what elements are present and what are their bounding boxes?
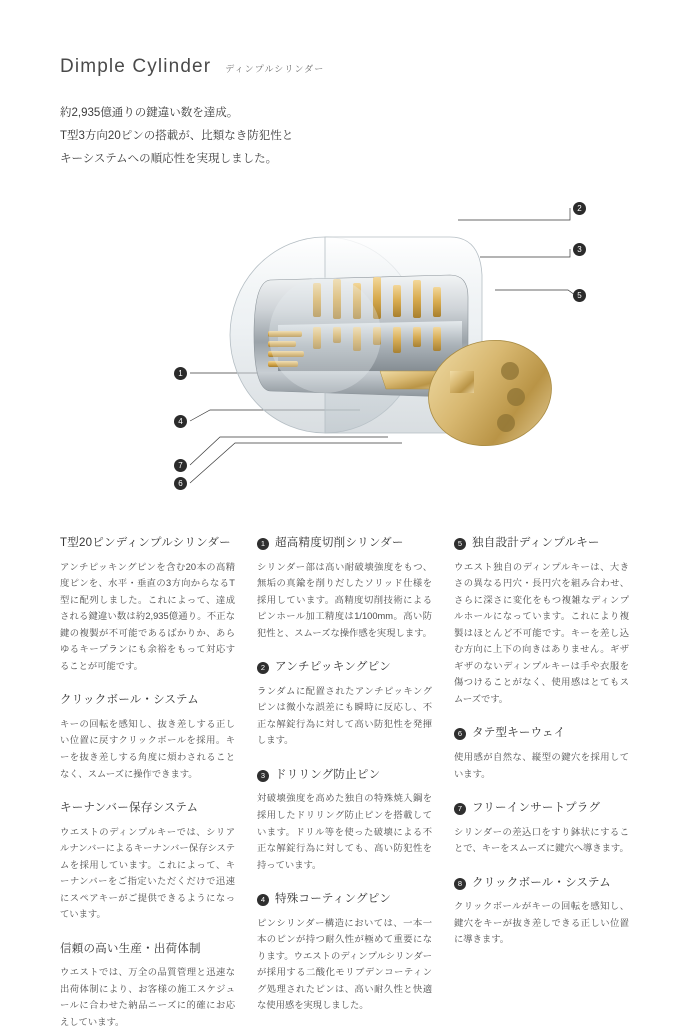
- feature-number-badge: 7: [454, 803, 466, 815]
- feature-heading: [60, 536, 235, 552]
- feature-title: タテ型キーウェイ: [472, 727, 566, 740]
- feature-heading: [257, 536, 432, 552]
- feature-number-badge: 6: [454, 728, 466, 740]
- feature-body: シリンダーの差込口をすり鉢状にすることで、キーをスムーズに鍵穴へ導きます。: [454, 826, 629, 854]
- callout-marker-1: 1: [174, 367, 187, 380]
- feature-title: ドリリング防止ピン: [275, 768, 381, 781]
- feature-column-3: [454, 536, 629, 1031]
- feature-block: [257, 892, 432, 1014]
- feature-number-badge: 2: [257, 662, 269, 674]
- feature-block: [60, 536, 235, 674]
- feature-heading: [257, 892, 432, 908]
- feature-title: 独自設計ディンプルキー: [472, 537, 600, 549]
- feature-block: [257, 660, 432, 749]
- feature-body: シリンダー部は高い耐破壊強度をもつ、無垢の真鍮を削りだしたソリッド仕様を採用しています。高精度切削技術によるピンホール加工精度は1/100mm。高い防犯性と、スムーズな操作感を実現します。: [257, 561, 432, 638]
- feature-column-1: [60, 536, 235, 1031]
- feature-heading: [257, 768, 432, 784]
- feature-heading: [454, 536, 629, 552]
- feature-body: クリックボールがキーの回転を感知し、鍵穴をキーが抜き差しできる正しい位置に導きます。: [454, 901, 629, 945]
- feature-number-badge: 1: [257, 538, 269, 550]
- page-subtitle: ディンプルシリンダー: [225, 64, 325, 74]
- callout-marker-6: 6: [174, 477, 187, 490]
- feature-heading: [60, 801, 235, 817]
- feature-title: フリーインサートプラグ: [472, 802, 601, 815]
- feature-title: T型20ピンディンプルシリンダー: [60, 537, 231, 549]
- feature-block: [60, 942, 235, 1031]
- feature-title: 超高精度切削シリンダー: [275, 537, 404, 549]
- feature-body: 使用感が自然な、縦型の鍵穴を採用しています。: [454, 751, 629, 779]
- feature-title: クリックボール・システム: [60, 694, 199, 707]
- lead-line-1: 約2,935億通りの鍵違い数を達成。: [60, 107, 239, 119]
- feature-body: 対破壊強度を高めた独自の特殊焼入鋼を採用したドリリング防止ピンを搭載しています。ドリル等を使った破壊による不正な解錠行為に対しても、高い防犯性を持っています。: [257, 793, 432, 870]
- feature-block: [60, 693, 235, 782]
- callout-marker-7: 7: [174, 459, 187, 472]
- lead-line-2: T型3方向20ピンの搭載が、比類なき防犯性と: [60, 130, 294, 142]
- feature-block: [257, 536, 432, 641]
- feature-heading: [454, 726, 629, 742]
- callout-marker-5: 5: [573, 289, 586, 302]
- feature-body: ウエストでは、万全の品質管理と迅速な出荷体制により、お客様の施工スケジュールに合わせた納品ニーズに的確にお応えしています。: [60, 967, 235, 1027]
- feature-number-badge: 3: [257, 770, 269, 782]
- lead-paragraph: [60, 102, 620, 171]
- feature-title: 特殊コーティングピン: [275, 893, 392, 906]
- feature-block: [454, 876, 629, 948]
- feature-body: ランダムに配置されたアンチピッキングピンは微小な誤差にも瞬時に反応し、不正な解錠行為に対して高い防犯性を発揮します。: [257, 685, 432, 746]
- feature-body: ウエストのディンプルキーでは、シリアルナンバーによるキーナンバー保存システムを採用しています。これによって、キーナンバーをご指定いただくだけで迅速にスペアキーがご提供できるようになっています。: [60, 826, 235, 920]
- page-title: Dimple Cylinder: [60, 56, 212, 77]
- feature-columns: [60, 536, 630, 1031]
- callout-marker-2: 2: [573, 202, 586, 215]
- feature-title: 信頼の高い生産・出荷体制: [60, 942, 201, 955]
- cylinder-diagram-svg: [150, 175, 620, 515]
- feature-title: キーナンバー保存システム: [60, 802, 199, 815]
- feature-heading: [60, 942, 235, 958]
- title-row: [60, 56, 620, 78]
- callout-marker-4: 4: [174, 415, 187, 428]
- feature-body: ピンシリンダー構造においては、一本一本のピンが持つ耐久性が極めて重要になります。ウエストのディンプルシリンダーが採用する二酸化モリブデンコーティング処理されたピンは、高い耐久性と快適な使用感を実現しました。: [257, 917, 432, 1011]
- feature-block: [60, 801, 235, 923]
- page-header: [60, 56, 620, 171]
- feature-body: ウエスト独自のディンプルキーは、大きさの異なる円穴・長円穴を組み合わせ、さらに深さに変化をもつ複雑なディンプルホールになっています。これにより複製はほとんど不可能です。キーを差し込む方向に上下の向きはありません。ギザギザのないディンプルキーは手や衣服を傷つけることがなく、使用感はとてもスムーズです。: [454, 561, 629, 704]
- feature-column-2: [257, 536, 432, 1031]
- feature-title: クリックボール・システム: [472, 876, 611, 889]
- feature-block: [257, 768, 432, 873]
- feature-heading: [60, 693, 235, 709]
- feature-heading: [454, 876, 629, 892]
- lead-line-3: キーシステムへの順応性を実現しました。: [60, 153, 278, 165]
- feature-block: [454, 726, 629, 782]
- feature-body: アンチピッキングピンを含む20本の高精度ピンを、水平・垂直の3方向からなるT型に配列しました。これによって、達成される鍵違い数は約2,935億通り。不正な鍵の複製が不可能であるばかりか、あらゆるキープランにも余裕をもって対応することが可能です。: [60, 561, 235, 671]
- callout-marker-3: 3: [573, 243, 586, 256]
- feature-number-badge: 4: [257, 894, 269, 906]
- feature-title: アンチピッキングピン: [275, 661, 392, 674]
- feature-heading: [454, 801, 629, 817]
- feature-block: [454, 536, 629, 707]
- cylinder-illustration: [150, 175, 620, 515]
- feature-number-badge: 5: [454, 538, 466, 550]
- feature-block: [454, 801, 629, 857]
- feature-heading: [257, 660, 432, 676]
- feature-number-badge: 8: [454, 878, 466, 890]
- feature-body: キーの回転を感知し、抜き差しする正しい位置に戻すクリックボールを採用。キーを抜き差しする角度に煩わされることなく、スムーズに操作できます。: [60, 718, 235, 779]
